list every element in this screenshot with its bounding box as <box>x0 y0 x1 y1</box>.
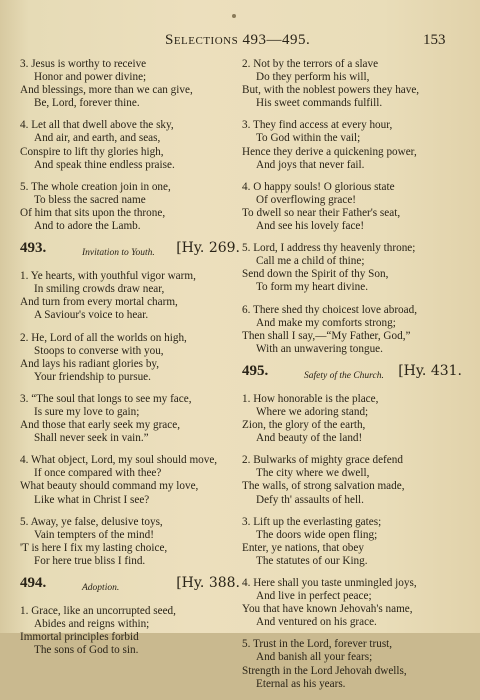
verse-line: To dwell so near their Father's seat, <box>242 206 401 219</box>
verse-line: The sons of God to sin. <box>34 644 139 657</box>
verse-line: 2. Not by the terrors of a slave <box>242 58 379 70</box>
verse-line: Be, Lord, forever thine. <box>34 97 140 110</box>
verse-line: Strength in the Lord Jehovah dwells, <box>242 664 407 677</box>
verse-line: 3. They find access at every hour, <box>242 119 393 132</box>
verse-line: And lays his radiant glories by, <box>20 357 160 370</box>
verse-line: 3. Jesus is worthy to receive <box>20 58 147 70</box>
hymn-title: Adoption. <box>82 583 120 593</box>
verse-line: Defy th' assaults of hell. <box>256 493 364 506</box>
verse-line: 3. “The soul that longs to see my face, <box>20 392 192 405</box>
verse-line: 4. O happy souls! O glorious state <box>242 180 395 193</box>
verse-line: With an unwavering tongue. <box>256 342 383 355</box>
hymn-number: 493. <box>20 240 47 257</box>
verse-line: Enter, ye nations, that obey <box>242 541 364 554</box>
verse-line: And make my comforts strong; <box>256 316 396 329</box>
verse <box>20 332 240 384</box>
verse-line: And ventured on his grace. <box>256 616 377 629</box>
verse-line: The city where we dwell, <box>256 467 370 480</box>
verse-line: 5. Trust in the Lord, forever trust, <box>242 638 393 651</box>
verse-line: And blessings, more than we can give, <box>20 84 193 97</box>
verse-line: Hence they derive a quickening power, <box>242 145 417 158</box>
verse <box>20 516 240 568</box>
verse-line: Zion, the glory of the earth, <box>242 419 366 432</box>
verse-line: Call me a child of thine; <box>256 255 365 268</box>
verse-line: The statutes of our King. <box>256 554 368 567</box>
verse <box>20 605 240 657</box>
hymn-reference: [Hy. 431. <box>398 362 462 379</box>
verse-line: 1. Grace, like an uncorrupted seed, <box>20 605 176 617</box>
running-title: Selections 493—495. <box>165 32 311 48</box>
verse-line: Of overflowing grace! <box>256 193 357 206</box>
verse-line: Abides and reigns within; <box>34 618 150 631</box>
right-column <box>242 58 462 700</box>
hymn-reference: [Hy. 388. <box>176 575 240 591</box>
verse <box>242 577 462 629</box>
hymn-number: 494. <box>20 575 47 591</box>
verse-line: 5. Lord, I address thy heavenly throne; <box>242 242 416 255</box>
verse-line: Eternal as his years. <box>256 677 346 690</box>
verse-line: Where we adoring stand; <box>256 405 369 418</box>
verse-line: To God within the vail; <box>256 132 361 145</box>
verse <box>242 181 462 233</box>
verse <box>242 58 462 110</box>
verse-line: The walls, of strong salvation made, <box>242 480 405 493</box>
verse-line: And to adore the Lamb. <box>34 220 141 233</box>
verse <box>242 638 462 690</box>
verse <box>242 119 462 171</box>
verse-line: 1. How honorable is the place, <box>242 392 379 405</box>
verse-line: 3. Lift up the everlasting gates; <box>242 515 382 528</box>
verse-line: A Saviour's voice to hear. <box>34 309 149 322</box>
left-column <box>20 58 240 666</box>
verse-line: 2. Bulwarks of mighty grace defend <box>242 454 403 467</box>
verse-line: His sweet commands fulfill. <box>256 97 383 110</box>
verse <box>20 58 240 110</box>
hymn-title: Safety of the Church. <box>304 370 384 381</box>
verse <box>242 516 462 568</box>
verse-line: Send down the Spirit of thy Son, <box>242 268 389 281</box>
verse-line: Stoops to converse with you, <box>34 344 164 357</box>
verse-line: And joys that never fail. <box>256 158 365 171</box>
verse-line: 5. The whole creation join in one, <box>20 180 171 193</box>
verse-line: And those that early seek my grace, <box>20 419 180 432</box>
verse-line: Vain tempters of the mind! <box>34 528 154 541</box>
verse-line: If once compared with thee? <box>34 467 162 480</box>
verse-line: And turn from every mortal charm, <box>20 296 178 309</box>
verse-line: 4. Here shall you taste unmingled joys, <box>242 577 417 589</box>
verse-line: What beauty should command my love, <box>20 480 199 493</box>
verse-line: And beauty of the land! <box>256 432 363 445</box>
verse <box>242 393 462 445</box>
verse-line: And live in perfect peace; <box>256 590 372 603</box>
verse-line: 1. Ye hearts, with youthful vigor warm, <box>20 270 196 283</box>
verse-line: And see his lovely face! <box>256 220 365 233</box>
verse-line: Your friendship to pursue. <box>34 370 151 383</box>
verse-line: 4. Let all that dwell above the sky, <box>20 119 174 132</box>
verse <box>242 304 462 356</box>
verse-line: 5. Away, ye false, delusive toys, <box>20 515 163 528</box>
hymn-title: Invitation to Youth. <box>82 248 155 259</box>
page-number: 153 <box>423 32 446 48</box>
verse <box>20 119 240 171</box>
verse-line: Is sure my love to gain; <box>34 405 140 418</box>
verse <box>20 393 240 445</box>
hymn-heading <box>20 242 240 264</box>
hymn-heading <box>20 577 240 599</box>
verse-line: Honor and power divine; <box>34 71 147 84</box>
verse <box>20 181 240 233</box>
verse <box>20 454 240 506</box>
verse-line: 6. There shed thy choicest love abroad, <box>242 303 418 316</box>
verse-line: You that have known Jehovah's name, <box>242 603 413 616</box>
verse-line: Then shall I say,—“My Father, God,” <box>242 329 411 342</box>
verse-line: Do they perform his will, <box>256 71 370 84</box>
verse-line: And banish all your fears; <box>256 651 373 664</box>
verse-line: 2. He, Lord of all the worlds on high, <box>20 331 187 344</box>
verse-line: Conspire to lift thy glories high, <box>20 145 164 158</box>
ink-speck <box>232 14 236 18</box>
verse-line: To bless the sacred name <box>34 193 146 206</box>
verse-line: The doors wide open fling; <box>256 528 378 541</box>
verse-line: 'T is here I fix my lasting choice, <box>20 541 168 554</box>
hymn-reference: [Hy. 269. <box>176 240 240 257</box>
verse-line: To form my heart divine. <box>256 281 368 294</box>
verse <box>20 270 240 322</box>
verse-line: Immortal principles forbid <box>20 631 139 644</box>
verse-line: For here true bliss I find. <box>34 554 146 567</box>
verse-line: Like what in Christ I see? <box>34 493 150 506</box>
verse-line: Of him that sits upon the throne, <box>20 206 166 219</box>
verse-line: In smiling crowds draw near, <box>34 283 165 296</box>
verse-line: 4. What object, Lord, my soul should move, <box>20 454 218 467</box>
verse <box>242 242 462 294</box>
hymn-number: 495. <box>242 362 269 379</box>
hymn-heading <box>242 362 462 387</box>
verse-line: Shall never seek in vain.” <box>34 432 149 445</box>
verse-line: And speak thine endless praise. <box>34 158 175 171</box>
verse-line: And air, and earth, and seas, <box>34 132 161 145</box>
verse <box>242 454 462 506</box>
page-header <box>0 32 480 52</box>
verse-line: But, with the noblest powers they have, <box>242 84 420 97</box>
